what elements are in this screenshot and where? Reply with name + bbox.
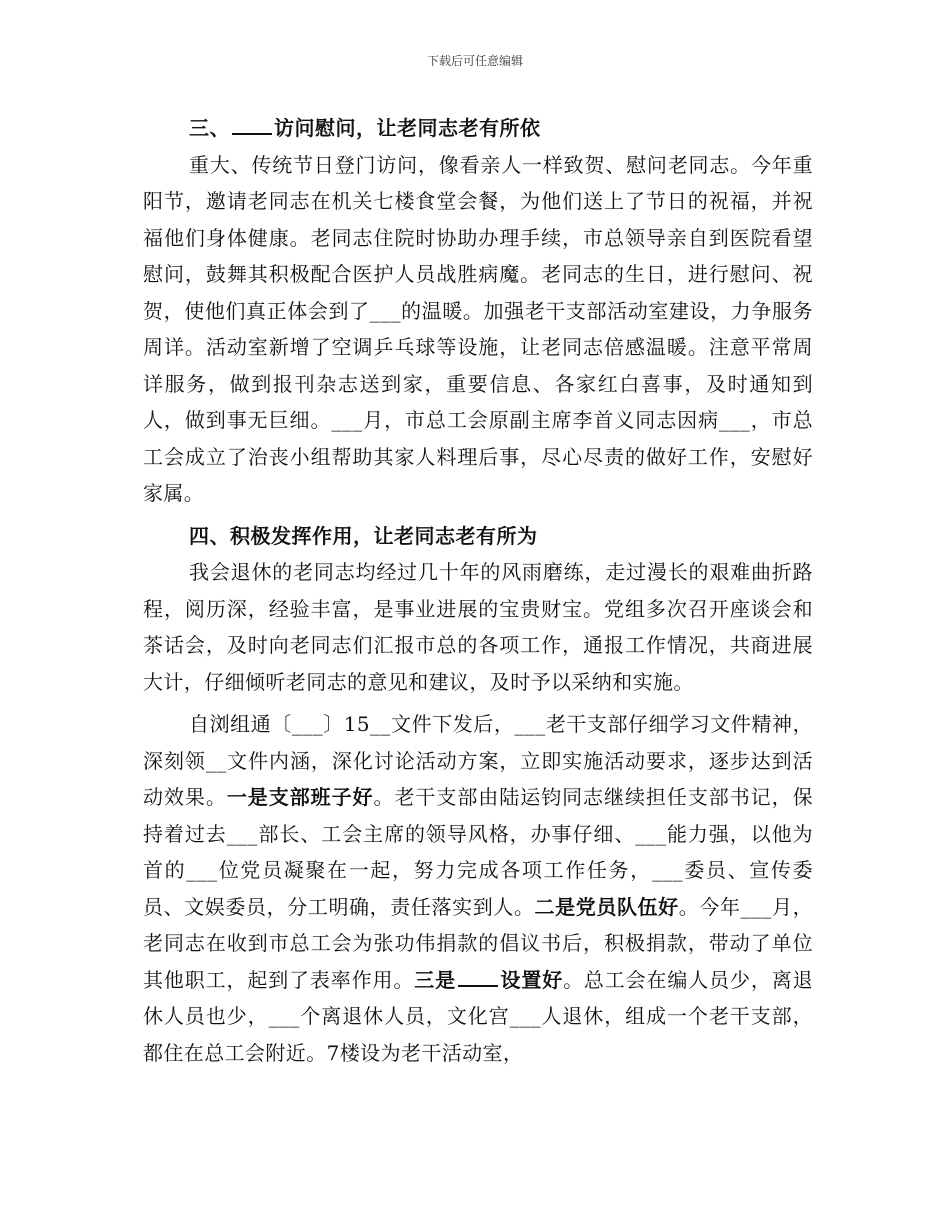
emphasis-setup-prefix: 三是 — [414, 967, 456, 992]
section-heading-3 — [143, 110, 813, 147]
emphasis-branch-team: 一是支部班子好 — [226, 785, 374, 809]
page-header: 下载后可任意编辑 — [426, 54, 523, 68]
section-heading-4: 四、积极发挥作用，让老同志老有所为 — [189, 523, 538, 548]
paragraph-text: 。老干支部由陆运钧同志继续担任支部书记，保持着过去___部长、工会主席的领导风格，办事仔细、___能力强，以他为首的___位党员凝聚在一起，努力完成各项工作任务，___委员、宣传委员、文娱委员，分工明确，责任落实到人。 — [143, 785, 813, 919]
blank-underline — [232, 113, 272, 135]
emphasis-party-members: 二是党员队伍好 — [534, 894, 679, 919]
section-heading-3-suffix: 访问慰问，让老同志老有所依 — [274, 116, 541, 140]
section-3-paragraph: 重大、传统节日登门访问，像看亲人一样致贺、慰问老同志。今年重阳节，邀请老同志在机关七楼食堂会餐，为他们送上了节日的祝福，并祝福他们身体健康。老同志住院时协助办理手续，市总领导亲自到医院看望慰问，鼓舞其积极配合医护人员战胜病魔。老同志的生日，进行慰问、祝贺，使他们真正体会到了___的温暖。加强老干支部活动室建设，力争服务周详。活动室新增了空调乒乓球等设施，让老同志倍感温暖。注意平常周详服务，做到报刊杂志送到家，重要信息、各家红白喜事，及时通知到人，做到事无巨细。___月，市总工会原副主席李首义同志因病___，市总工会成立了治丧小组帮助其家人料理后事，尽心尽责的做好工作，安慰好家属。 — [143, 152, 813, 505]
section-heading-3-prefix: 三、 — [189, 116, 230, 140]
emphasis-setup-suffix: 设置好 — [500, 967, 564, 992]
paragraph-text: 自浏组通〔___〕15__文件下发后，___老干支部仔细学习文件精神，深刻领__文件内涵，深化讨论活动方案，立即实施活动要求，逐步达到活动效果。 — [143, 712, 813, 809]
paragraph-text: 。今年___月，老同志在收到市总工会为张功伟捐款的倡议书后，积极捐款，带动了单位其他职工，起到了表率作用。 — [143, 894, 813, 992]
blank-underline — [458, 965, 498, 987]
section-4-paragraph-1: 我会退休的老同志均经过几十年的风雨磨练，走过漫长的艰难曲折路程，阅历深，经验丰富，是事业进展的宝贵财宝。党组多次召开座谈会和茶话会，及时向老同志们汇报市总的各项工作，通报工作情况，共商进展大计，仔细倾听老同志的意见和建议，及时予以采纳和实施。 — [143, 560, 813, 694]
paragraph-text: 。总工会在编人员少，离退休人员也少，___个离退休人员，文化宫___人退休，组成一个老干支部，都住在总工会附近。7楼设为老干活动室， — [143, 967, 813, 1065]
section-4-paragraph-2 — [143, 706, 813, 1071]
document-body — [143, 110, 813, 1071]
